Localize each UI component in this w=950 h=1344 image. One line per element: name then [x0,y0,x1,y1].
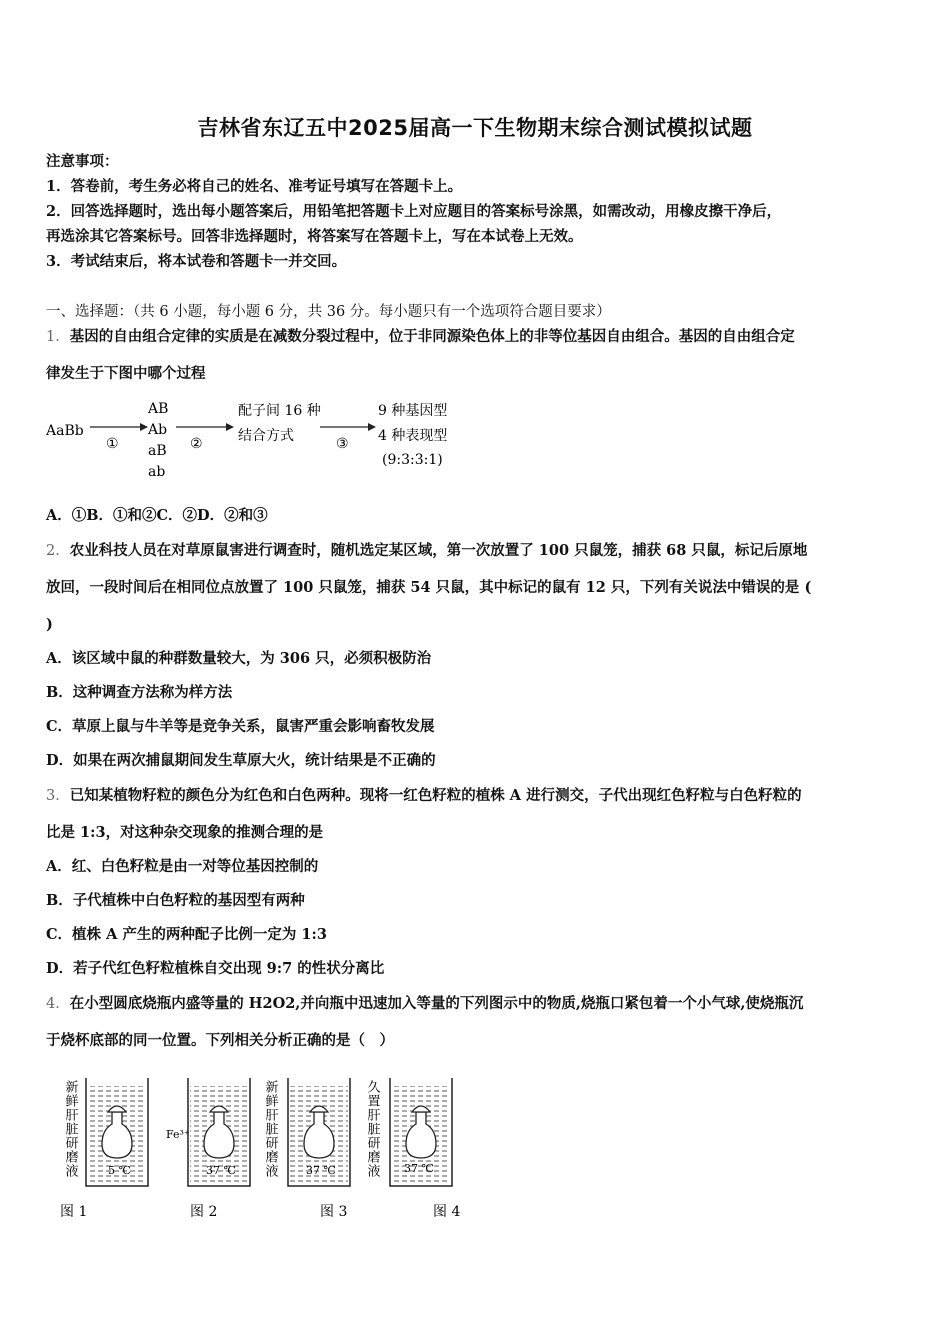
question-options: A．①B．①和②C．②D．②和③ [46,507,268,524]
question-2-line [46,541,908,561]
figure-side-label: 新鲜肝脏研磨液 [262,1080,278,1178]
question-text: 于烧杯底部的同一位置。下列相关分析正确的是（ ） [46,1032,394,1049]
figure-temperature: 37 ℃ [206,1164,236,1177]
step-label: ③ [336,436,349,452]
notice-item: 3．考试结束后，将本试卷和答题卡一并交回。 [46,253,347,270]
figure-temperature: 37 ℃ [306,1164,336,1177]
figure-caption: 图 1 [60,1204,88,1220]
page-title: 吉林省东辽五中2025届高一下生物期末综合测试模拟试题 [197,116,753,140]
option-d: D．若子代红色籽粒植株自交出现 9:7 的性状分离比 [46,960,385,977]
question-3-line [46,786,908,806]
notice-item: 1．答卷前，考生务必将自己的姓名、准考证号填写在答题卡上。 [46,178,463,195]
figure-caption: 图 4 [433,1204,461,1220]
question-text: 在小型圆底烧瓶内盛等量的 H2O2,并向瓶中迅速加入等量的下列图示中的物质,烧瓶口紧包着一个小气球,使烧瓶沉 [69,995,804,1012]
arrow-head [226,423,234,431]
figure-caption: 图 3 [320,1204,348,1220]
question-text: 基因的自由组合定律的实质是在减数分裂过程中，位于非同源染色体上的非等位基因自由组合。基因的自由组合定 [69,328,795,345]
option-c: C．草原上鼠与牛羊等是竞争关系，鼠害严重会影响畜牧发展 [46,718,435,735]
result-text: (9:3:3:1) [382,452,443,468]
middle-text: 配子间 16 种 [238,403,321,419]
question-text: 已知某植物籽粒的颜色分为红色和白色两种。现将一红色籽粒的植株 A 进行测交，子代出现红色籽粒与白色籽粒的 [69,787,802,804]
question-4-line [46,994,908,1014]
beaker-figure-1 [60,1078,148,1220]
gamete-label: AB [148,401,169,417]
notice-item: 再选涂其它答案标号。回答非选择题时，将答案写在答题卡上，写在本试卷上无效。 [46,228,583,245]
figure-caption: 图 2 [190,1204,218,1220]
step-label: ① [106,436,119,452]
question-text: 农业科技人员在对草原鼠害进行调查时，随机选定某区域，第一次放置了 100 只鼠笼，捕获 68 只鼠，标记后原地 [69,542,808,559]
result-text: 9 种基因型 [378,403,448,419]
beaker-figure-3 [263,1078,351,1220]
figure-side-label: 久置肝脏研磨液 [364,1080,380,1178]
gamete-label: Ab [148,422,168,438]
option-b: B．子代植株中白色籽粒的基因型有两种 [46,892,305,909]
beaker-figures [50,1064,480,1224]
question-number: 1． [46,329,70,345]
start-genotype: AaBb [46,423,84,439]
option-c: C．植株 A 产生的两种配子比例一定为 1:3 [46,926,327,943]
question-number: 2． [46,543,70,559]
step-label: ② [190,436,203,452]
question-1-line [46,327,908,347]
arrow-head [140,423,148,431]
arrow-head [368,423,376,431]
notice-item: 2．回答选择题时，选出每小题答案后，用铅笔把答题卡上对应题目的答案标号涂黑，如需改动，用橡皮擦干净后， [46,203,782,220]
gamete-label: ab [148,464,166,480]
question-number: 4． [46,996,70,1012]
section-heading: 一、选择题：（共 6 小题，每小题 6 分，共 36 分。每小题只有一个选项符合题目要求） [46,304,611,320]
question-text: 放回，一段时间后在相同位点放置了 100 只鼠笼，捕获 54 只鼠，其中标记的鼠有 12 只，下列有关说法中错误的是 ( [46,579,812,596]
gamete-label: aB [148,443,167,459]
beaker-figure-2 [166,1078,250,1220]
middle-text: 结合方式 [238,428,294,444]
figure-temperature: 5 ℃ [108,1164,131,1177]
notice-heading: 注意事项： [46,153,119,170]
question-text: ) [46,616,53,633]
option-d: D．如果在两次捕鼠期间发生草原大火，统计结果是不正确的 [46,752,436,769]
option-b: B．这种调查方法称为样方法 [46,684,233,701]
question-text: 比是 1:3，对这种杂交现象的推测合理的是 [46,824,324,841]
option-a: A．红、白色籽粒是由一对等位基因控制的 [46,858,319,875]
figure-temperature: 37 ℃ [404,1162,434,1175]
figure-side-label: 新鲜肝脏研磨液 [62,1080,78,1178]
result-text: 4 种表现型 [378,428,448,444]
genetics-diagram [46,398,476,484]
question-text: 律发生于下图中哪个过程 [46,365,206,382]
option-a: A．该区域中鼠的种群数量较大，为 306 只，必须积极防治 [46,650,432,667]
beaker-figure-4 [365,1078,461,1220]
figure-side-label: Fe³⁺ [166,1128,190,1141]
question-number: 3． [46,788,70,804]
